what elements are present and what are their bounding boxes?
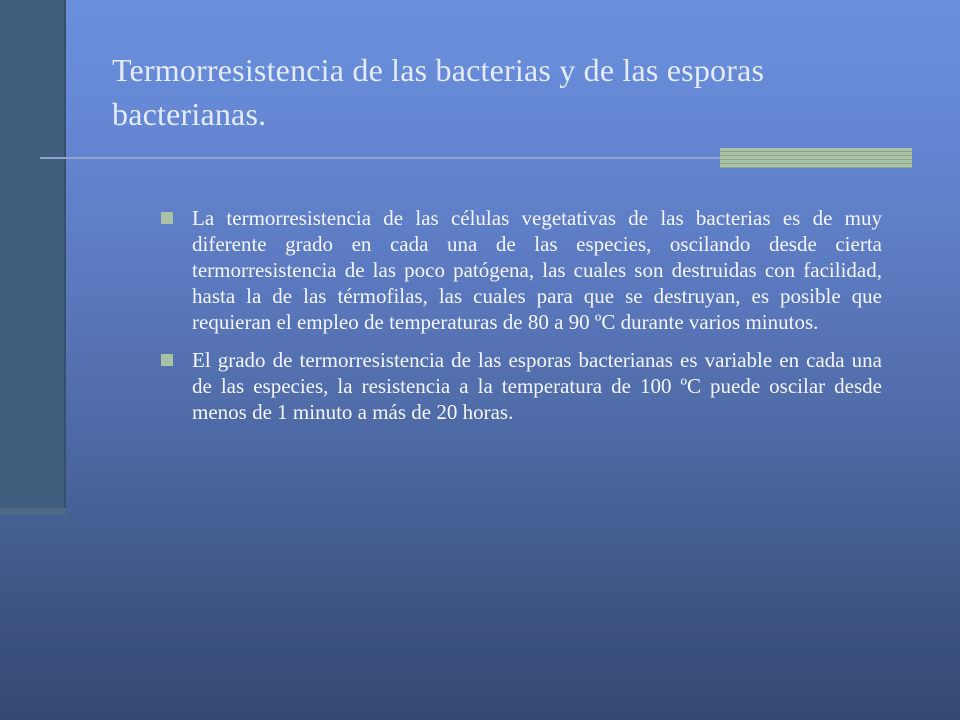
slide-title: Termorresistencia de las bacterias y de las esporas bacterianas.: [112, 52, 765, 132]
bullet-item: [160, 347, 882, 425]
bullet-item: [160, 205, 882, 335]
bullet-list: [160, 205, 882, 437]
bullet-text: La termorresistencia de las células vegetativas de las bacterias es de muy diferente grado en cada una de las especies, oscilando desde cierta termorresistencia de las poco patógena, las cuales son destruidas con facilidad, hasta la de las térmofilas, las cuales para que se destruyan, es posible que requieran el empleo de temperaturas de 80 a 90 ºC durante varios minutos.: [192, 206, 882, 334]
left-bar-base: [0, 508, 66, 515]
left-decorative-bar: [0, 0, 66, 515]
square-bullet-icon: [161, 212, 173, 224]
accent-bar: [720, 148, 912, 168]
square-bullet-icon: [161, 354, 173, 366]
bullet-text: El grado de termorresistencia de las esporas bacterianas es variable en cada una de las especies, la resistencia a la temperatura de 100 ºC puede oscilar desde menos de 1 minuto a más de 20 horas.: [192, 348, 882, 424]
